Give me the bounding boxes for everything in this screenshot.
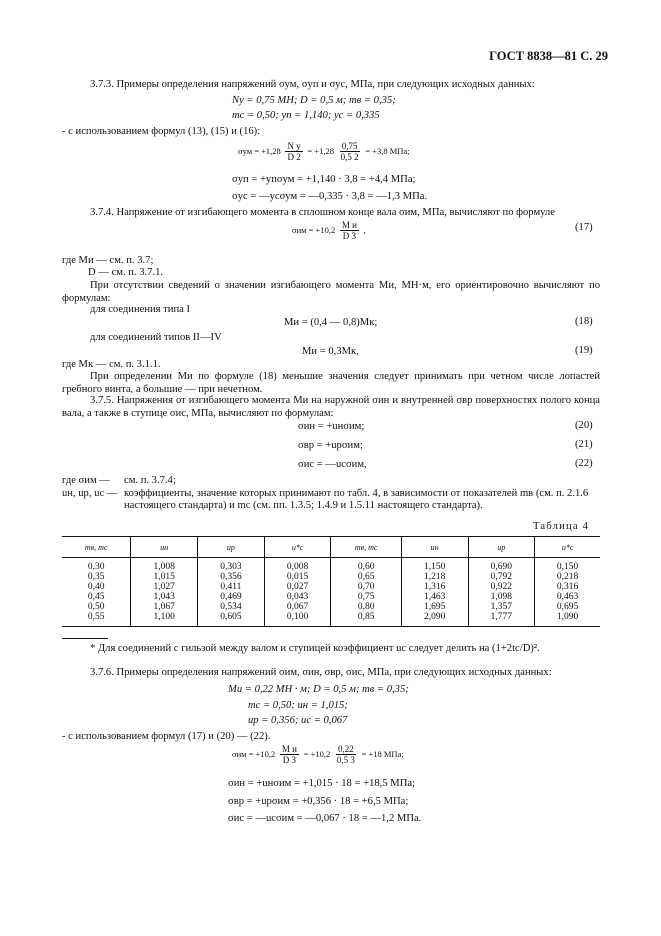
- where-sigma-im-text: см. п. 3.7.4;: [124, 475, 176, 486]
- table-cell: 1,150 1,218 1,316 1,463 1,695 2,090: [401, 558, 468, 627]
- equation-number-22: (22): [575, 458, 593, 469]
- paragraph-moment: При отсутствии сведений о значении изгибающего момента Mи, МН·м, его ориентировочно вычисляют по формулам:: [62, 280, 600, 304]
- where-mk: где Mк — см. п. 3.1.1.: [62, 359, 161, 370]
- formula-22: σис = —uсσим,: [298, 459, 367, 470]
- formula-19: Mи = 0,3Mк,: [302, 346, 359, 357]
- table-header-row: [62, 537, 600, 558]
- type-2-4-label: для соединений типов II—IV: [90, 332, 222, 343]
- table-header-cell: uр: [468, 537, 535, 558]
- formula-sigma-uc: σус = —yсσум = —0,335 · 3,8 = —1,3 МПа.: [232, 191, 428, 202]
- table-cell: 0,690 0,792 0,922 1,098 1,357 1,777: [468, 558, 535, 627]
- section-373-intro: 3.7.3. Примеры определения напряжений σум, σуп и σус, МПа, при следующих исходных данных:: [90, 79, 535, 90]
- table-cell: 0,008 0,015 0,027 0,043 0,067 0,100: [264, 558, 331, 627]
- formula-sigma-um: σум = +1,28 $\frac{\text{N у}}{D 2}$ = +1,28 $\frac{0,75}{0,5 2}$ = +3,8 МПа;: [238, 141, 410, 162]
- where-coeff-label: uн, uр, uс —: [62, 488, 118, 499]
- section-374-text: 3.7.4. Напряжение от изгибающего момента в сплошном конце вала σим, МПа, вычисляют по формуле: [90, 207, 555, 218]
- table-cell: 0,60 0,65 0,70 0,75 0,80 0,85: [331, 558, 401, 627]
- table-cell: 0,303 0,356 0,411 0,469 0,534 0,605: [198, 558, 265, 627]
- equation-number-17: (17): [575, 222, 593, 233]
- formula-20: σин = +uнσим;: [298, 421, 365, 432]
- table-header-cell: mв, mс: [331, 537, 401, 558]
- table-4: [62, 536, 600, 627]
- section-373-data-line2: mс = 0,50; yп = 1,140; yс = 0,335: [232, 110, 380, 121]
- where-d: D — см. п. 3.7.1.: [88, 267, 164, 278]
- table-header-cell: uр: [198, 537, 265, 558]
- section-376-data-line2: mс = 0,50; uн = 1,015;: [248, 700, 348, 711]
- formula-sigma-is-example: σис = —uсσим = —0,067 · 18 = —1,2 МПа.: [228, 813, 422, 824]
- table-cell: 1,008 1,015 1,027 1,043 1,067 1,100: [131, 558, 198, 627]
- where-mi: где Mи — см. п. 3.7;: [62, 255, 154, 266]
- formula-sigma-vr-example: σвр = +uрσим = +0,356 · 18 = +6,5 МПа;: [228, 796, 409, 807]
- section-376-using: - с использованием формул (17) и (20) — (22).: [62, 731, 271, 742]
- formula-sigma-im-example: σим = +10,2 $\frac{\text{M и}}{D 3}$ = +10,2 $\frac{0,22}{0,5 3}$ = +18 МПа;: [232, 744, 404, 765]
- equation-number-19: (19): [575, 345, 593, 356]
- paragraph-blades-note: При определении Mи по формуле (18) меньшие значения следует принимать при четном числе лопастей гребного винта, а большие — при нечетном.: [62, 371, 600, 395]
- section-376-intro: 3.7.6. Примеры определения напряжений σим, σин, σвр, σис, МПа, при следующих исходных данных:: [90, 667, 552, 678]
- footnote-divider: [62, 638, 108, 639]
- section-373-data-line1: Nу = 0,75 МН; D = 0,5 м; mв = 0,35;: [232, 95, 396, 106]
- table-header-cell: mв, mс: [62, 537, 131, 558]
- where-coeff-text1: коэффициенты, значение которых принимают по табл. 4, в зависимости от показателей mв (см. п. 2.1.6: [124, 488, 589, 499]
- table-header-cell: uн: [401, 537, 468, 558]
- table-cell: 0,150 0,218 0,316 0,463 0,695 1,090: [535, 558, 600, 627]
- page-header: ГОСТ 8838—81 С. 29: [489, 49, 608, 63]
- formula-sigma-in-example: σин = +uнσим = +1,015 · 18 = +18,5 МПа;: [228, 778, 415, 789]
- equation-number-18: (18): [575, 316, 593, 327]
- table-cell: 0,30 0,35 0,40 0,45 0,50 0,55: [62, 558, 131, 627]
- table-4-caption: Таблица 4: [533, 521, 590, 532]
- formula-18: Mи = (0,4 — 0,8)Mк;: [284, 317, 378, 328]
- section-376-data-line3: uр = 0,356; uс = 0,067: [248, 715, 348, 726]
- formula-21: σвр = +uрσим;: [298, 440, 363, 451]
- table-header-cell: u*с: [535, 537, 600, 558]
- where-coeff-text2: настоящего стандарта) и mс (см. пп. 1.3.5; 1.4.9 и 1.5.11 настоящего стандарта).: [124, 500, 483, 511]
- footnote: * Для соединений с гильзой между валом и ступицей коэффициент uс следует делить на (1+2tс/D)².: [90, 643, 540, 654]
- equation-number-21: (21): [575, 439, 593, 450]
- formula-sigma-up: σуп = +yпσум = +1,140 · 3,8 = +4,4 МПа;: [232, 174, 416, 185]
- section-376-data-line1: Mи = 0,22 МН · м; D = 0,5 м; mв = 0,35;: [228, 684, 409, 695]
- type-1-label: для соединения типа I: [90, 304, 191, 315]
- table-header-cell: u*с: [264, 537, 331, 558]
- table-header-cell: uн: [131, 537, 198, 558]
- equation-number-20: (20): [575, 420, 593, 431]
- where-sigma-im-label: где σим —: [62, 475, 110, 486]
- formula-17: σим = +10,2 $\frac{\text{M и}}{D 3}$ ,: [292, 220, 366, 241]
- section-375-text: 3.7.5. Напряжения от изгибающего момента Mи на наружной σин и внутренней σвр поверхностях полого конца вала, а также в ступице σис, МПа, вычисляют по формулам:: [62, 395, 600, 419]
- table-row: [62, 558, 600, 627]
- section-373-using: - с использованием формул (13), (15) и (16):: [62, 126, 261, 137]
